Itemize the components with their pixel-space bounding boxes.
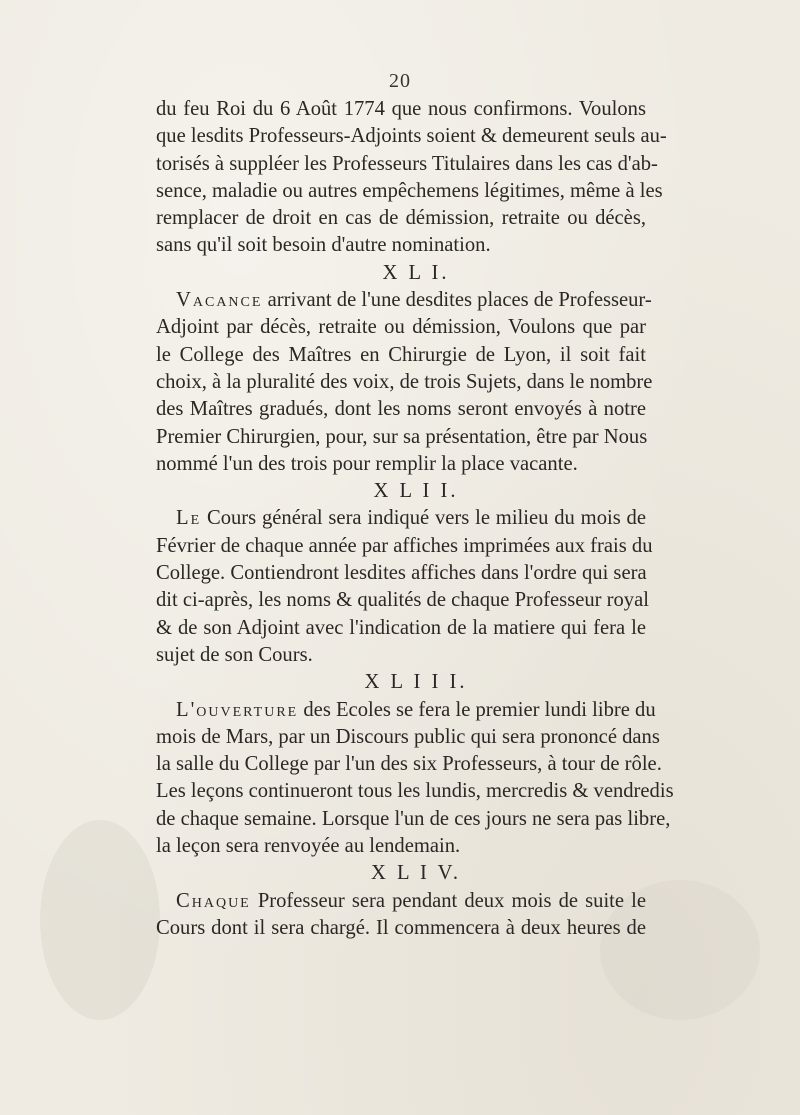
line-text: Professeur sera pendant deux mois de suite le xyxy=(250,889,646,912)
text-line xyxy=(156,642,646,669)
text-line xyxy=(156,697,656,724)
line-text: & de son Adjoint avec l'indication de la matiere qui fera le xyxy=(156,616,646,639)
text-line xyxy=(156,915,646,942)
text-line xyxy=(156,587,649,614)
text-line xyxy=(156,287,652,314)
text-line xyxy=(156,232,646,259)
paragraph-lead-word: Le xyxy=(176,507,202,530)
paragraph-lead-word: L'ouverture xyxy=(176,698,299,721)
text-line xyxy=(156,123,667,150)
line-text: Premier Chirurgien, pour, sur sa présentation, être par Nous xyxy=(156,425,648,448)
line-text: College. Contiendront lesdites affiches dans l'ordre qui sera xyxy=(156,562,647,585)
article-heading: X L I I I. xyxy=(364,671,468,694)
line-text: Cours général sera indiqué vers le milieu du mois de xyxy=(201,507,646,530)
text-line xyxy=(156,424,646,451)
text-line xyxy=(156,888,646,915)
line-text: de chaque semaine. Lorsque l'un de ces jours ne sera pas libre, xyxy=(156,807,671,830)
line-text: sans qu'il soit besoin d'autre nomination. xyxy=(156,234,491,257)
line-text: choix, à la pluralité des voix, de trois Sujets, dans le nombre xyxy=(156,370,653,393)
text-line xyxy=(156,833,646,860)
body-text xyxy=(156,96,674,942)
line-text: mois de Mars, par un Discours public qui sera prononcé dans xyxy=(156,725,660,748)
line-text: le College des Maîtres en Chirurgie de Lyon, il soit fait xyxy=(156,343,646,366)
line-text: nommé l'un des trois pour remplir la place vacante. xyxy=(156,452,578,475)
line-text: sujet de son Cours. xyxy=(156,643,313,666)
text-line xyxy=(156,533,653,560)
line-text: remplacer de droit en cas de démission, retraite ou décès, xyxy=(156,207,646,230)
line-text: la salle du College par l'un des six Professeurs, à tour de rôle. xyxy=(156,753,662,776)
text-line xyxy=(156,778,674,805)
text-line xyxy=(156,178,663,205)
line-text: torisés à suppléer les Professeurs Titulaires dans les cas d'ab- xyxy=(156,152,658,175)
text-line xyxy=(156,96,646,123)
paper-stain xyxy=(40,820,160,1020)
line-text: Adjoint par décès, retraite ou démission, Voulons que par xyxy=(156,316,646,339)
line-text: des Ecoles se fera le premier lundi libre du xyxy=(298,698,656,721)
line-text: du feu Roi du 6 Août 1774 que nous confirmons. Voulons xyxy=(156,98,646,120)
article-heading: X L I. xyxy=(382,261,450,284)
line-text: la leçon sera renvoyée au lendemain. xyxy=(156,835,461,858)
article-heading: X L I I. xyxy=(373,480,459,503)
text-line xyxy=(156,724,660,751)
text-line xyxy=(156,806,671,833)
text-line xyxy=(156,314,646,341)
paragraph-lead-word: Chaque xyxy=(176,889,251,912)
text-line xyxy=(156,560,646,587)
line-text: que lesdits Professeurs-Adjoints soient & demeurent seuls au- xyxy=(156,125,667,148)
line-text: Février de chaque année par affiches imprimées aux frais du xyxy=(156,534,653,557)
text-line xyxy=(156,342,646,369)
text-line xyxy=(156,615,646,642)
article-heading: X L I V. xyxy=(371,862,461,885)
line-text: dit ci-après, les noms & qualités de chaque Professeur royal xyxy=(156,589,649,612)
line-text: Cours dont il sera chargé. Il commencera à deux heures de xyxy=(156,916,646,939)
line-text: sence, maladie ou autres empêchemens légitimes, même à les xyxy=(156,179,663,202)
text-line xyxy=(156,451,646,478)
text-line xyxy=(156,205,646,232)
line-text: Les leçons continueront tous les lundis, mercredis & vendredis xyxy=(156,780,674,803)
text-line xyxy=(156,369,653,396)
page-number: 20 xyxy=(389,70,411,92)
text-line xyxy=(156,505,646,532)
text-line xyxy=(156,396,646,423)
paragraph-lead-word: Vacance xyxy=(176,289,263,312)
line-text: des Maîtres gradués, dont les noms seront envoyés à notre xyxy=(156,398,646,421)
line-text: arrivant de l'une desdites places de Professeur- xyxy=(262,289,652,312)
text-line xyxy=(156,751,662,778)
text-line xyxy=(156,151,658,178)
